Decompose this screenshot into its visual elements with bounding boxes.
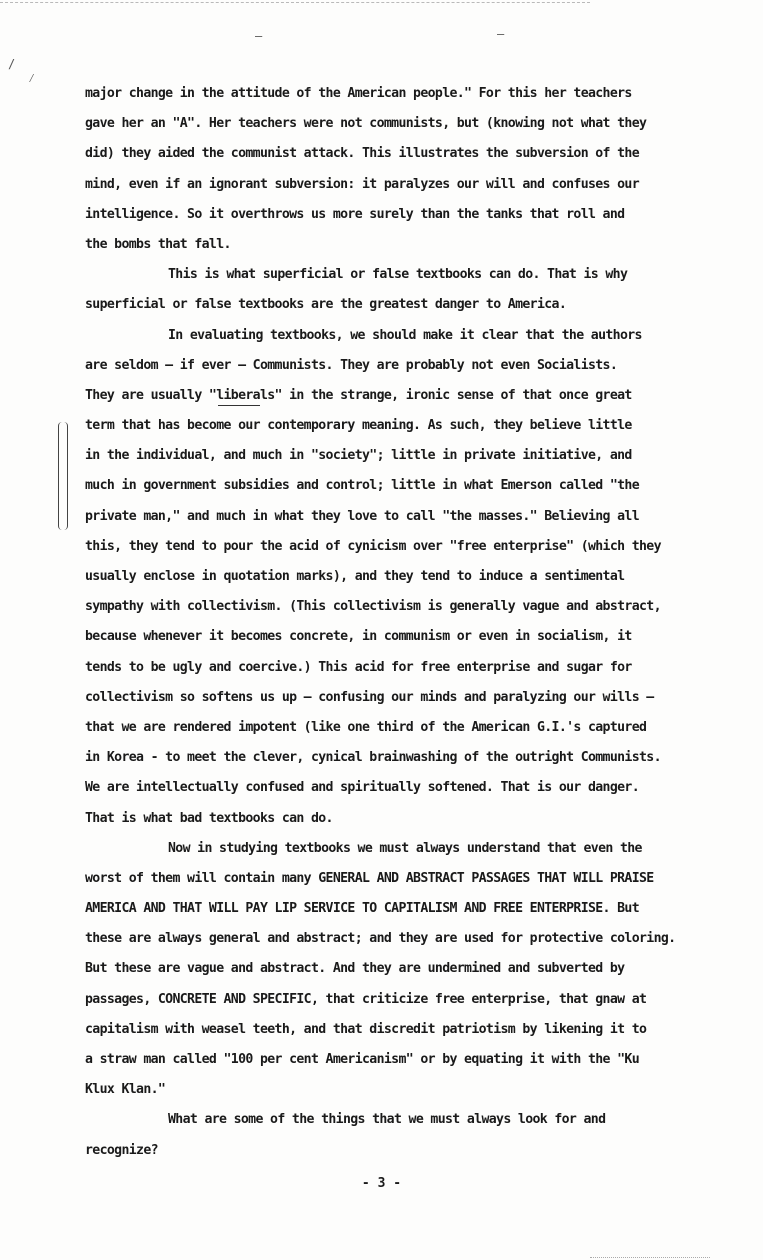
text-line: term that has become our contemporary meaning. As such, they believe little	[85, 418, 632, 434]
text-line: private man," and much in what they love to call "the masses." Believing all	[85, 508, 640, 524]
text-line: superficial or false textbooks are the greatest danger to America.	[85, 297, 567, 313]
text-line: tends to be ugly and coercive.) This acid for free enterprise and sugar for	[85, 659, 632, 675]
text-line: That is what bad textbooks can do.	[85, 810, 333, 826]
text-line: in Korea - to meet the clever, cynical brainwashing of the outright Communists.	[85, 750, 661, 766]
page-number: - 3 -	[361, 1176, 402, 1191]
text-line: But these are vague and abstract. And they are undermined and subverted by	[85, 961, 625, 977]
text-line: a straw man called "100 per cent Americanism" or by equating it with the "Ku	[85, 1052, 640, 1067]
bottom-edge-dots	[590, 1257, 710, 1258]
text-line: In evaluating textbooks, we should make it clear that the authors	[168, 327, 642, 343]
text-line: AMERICA AND THAT WILL PAY LIP SERVICE TO CAPITALISM AND FREE ENTERPRISE. But	[85, 901, 640, 917]
text-line: worst of them will contain many GENERAL AND ABSTRACT PASSAGES THAT WILL PRAISE	[85, 870, 654, 886]
text-line: that we are rendered impotent (like one third of the American G.I.'s captured	[85, 719, 647, 735]
text-line: are seldom — if ever — Communists. They are probably not even Socialists.	[85, 357, 618, 373]
scan-mark: —	[497, 27, 505, 41]
text-line: much in government subsidies and control; little in what Emerson called "the	[85, 478, 640, 494]
text-line: This is what superficial or false textbooks can do. That is why	[168, 267, 628, 283]
text-line: gave her an "A". Her teachers were not communists, but (knowing not what they	[85, 116, 647, 132]
text-line: usually enclose in quotation marks), and they tend to induce a sentimental	[85, 569, 625, 584]
text-line: They are usually "liberals" in the strange, ironic sense of that once great	[85, 387, 632, 403]
body-text	[85, 79, 705, 1166]
scan-mark: /	[8, 57, 16, 71]
top-edge-dashes	[0, 2, 590, 3]
text-line: the bombs that fall.	[85, 236, 231, 252]
text-line: mind, even if an ignorant subversion: it paralyzes our will and confuses our	[85, 176, 640, 192]
text-line: passages, CONCRETE AND SPECIFIC, that criticize free enterprise, that gnaw at	[85, 991, 647, 1007]
text-line: What are some of the things that we must always look for and	[168, 1112, 606, 1128]
margin-bracket-mark	[58, 422, 68, 530]
text-line: because whenever it becomes concrete, in communism or even in socialism, it	[85, 629, 632, 645]
text-line: these are always general and abstract; and they are used for protective coloring.	[85, 931, 676, 947]
scan-mark: —	[255, 29, 263, 43]
text-line: recognize?	[85, 1142, 158, 1158]
text-line: this, they tend to pour the acid of cynicism over "free enterprise" (which they	[85, 538, 661, 554]
text-line: major change in the attitude of the American people." For this her teachers	[85, 86, 632, 101]
text-line: intelligence. So it overthrows us more surely than the tanks that roll and	[85, 206, 625, 222]
text-line: Now in studying textbooks we must always understand that even the	[168, 840, 642, 856]
text-line: We are intellectually confused and spiritually softened. That is our danger.	[85, 780, 640, 796]
scan-mark: ⁄	[28, 71, 36, 85]
text-line: in the individual, and much in "society"; little in private initiative, and	[85, 448, 632, 464]
text-line: collectivism so softens us up — confusing our minds and paralyzing our wills —	[85, 689, 654, 705]
text-line: capitalism with weasel teeth, and that discredit patriotism by likening it to	[85, 1021, 647, 1037]
text-line: Klux Klan."	[85, 1082, 166, 1098]
text-line: did) they aided the communist attack. This illustrates the subversion of the	[85, 146, 640, 162]
text-line: sympathy with collectivism. (This collectivism is generally vague and abstract,	[85, 599, 661, 615]
